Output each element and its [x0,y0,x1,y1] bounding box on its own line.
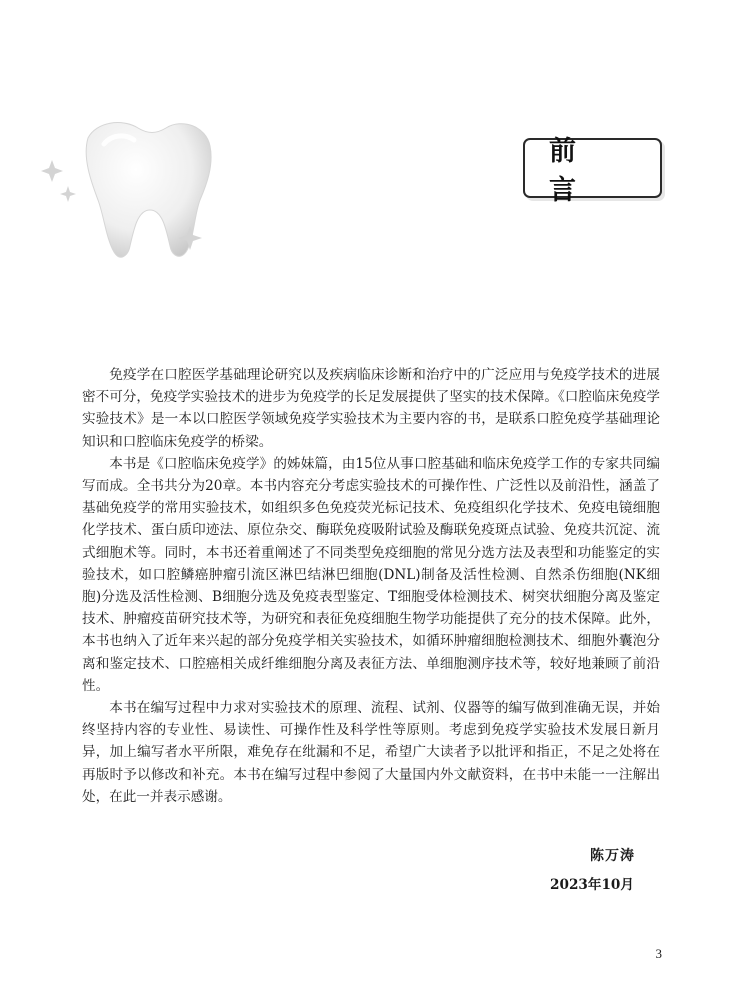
date-line: 2023年10月 [550,877,634,893]
paragraph-2: 本书是《口腔临床免疫学》的姊妹篇，由15位从事口腔基础和临床免疫学工作的专家共同编写而成。全书共分为20章。本书内容充分考虑实验技术的可操作性、广泛性以及前沿性，涵盖了基础免疫学的常用实验技术，如组织多色免疫荧光标记技术、免疫组织化学技术、免疫电镜细胞化学技术、蛋白质印迹法、原位杂交、酶联免疫吸附试验及酶联免疫斑点试验、免疫共沉淀、流式细胞术等。同时，本书还着重阐述了不同类型免疫细胞的常见分选方法及表型和功能鉴定的实验技术，如口腔鳞癌肿瘤引流区淋巴结淋巴细胞(DNL)制备及活性检测、自然杀伤细胞(NK细胞)分选及活性检测、B细胞分选及免疫表型鉴定、T细胞受体检测技术、树突状细胞分离及鉴定技术、肿瘤疫苗研究技术等，为研究和表征免疫细胞生物学功能提供了充分的技术保障。此外，本书也纳入了近年来兴起的部分免疫学相关实验技术，如循环肿瘤细胞检测技术、细胞外囊泡分离和鉴定技术、口腔癌相关成纤维细胞分离及表征方法、单细胞测序技术等，较好地兼顾了前沿性。 [82,455,660,694]
preface-body [82,364,660,808]
sparkle-icon [41,160,63,182]
paragraph-1: 免疫学在口腔医学基础理论研究以及疾病临床诊断和治疗中的广泛应用与免疫学技术的进展密不可分，免疫学实验技术的进步为免疫学的长足发展提供了坚实的技术保障。《口腔临床免疫学实验技术》是一本以口腔医学领域免疫学实验技术为主要内容的书，是联系口腔免疫学基础理论知识和口腔临床免疫学的桥梁。 [82,367,660,450]
paragraph-3: 本书在编写过程中力求对实验技术的原理、流程、试剂、仪器等的编写做到准确无误，并始终坚持内容的专业性、易读性、可操作性及科学性等原则。考虑到免疫学实验技术发展日新月异，加上编写者水平所限，难免存在纰漏和不足，希望广大读者予以批评和指正，不足之处将在再版时予以修改和补充。本书在编写过程中参阅了大量国内外文献资料，在书中未能一一注解出处，在此一并表示感谢。 [82,700,660,805]
page-number: 3 [655,946,662,961]
sparkle-icon [60,186,76,202]
author-signature: 陈万涛 [590,848,635,864]
page-title: 前 言 [523,138,662,198]
tooth-illustration [30,100,250,280]
